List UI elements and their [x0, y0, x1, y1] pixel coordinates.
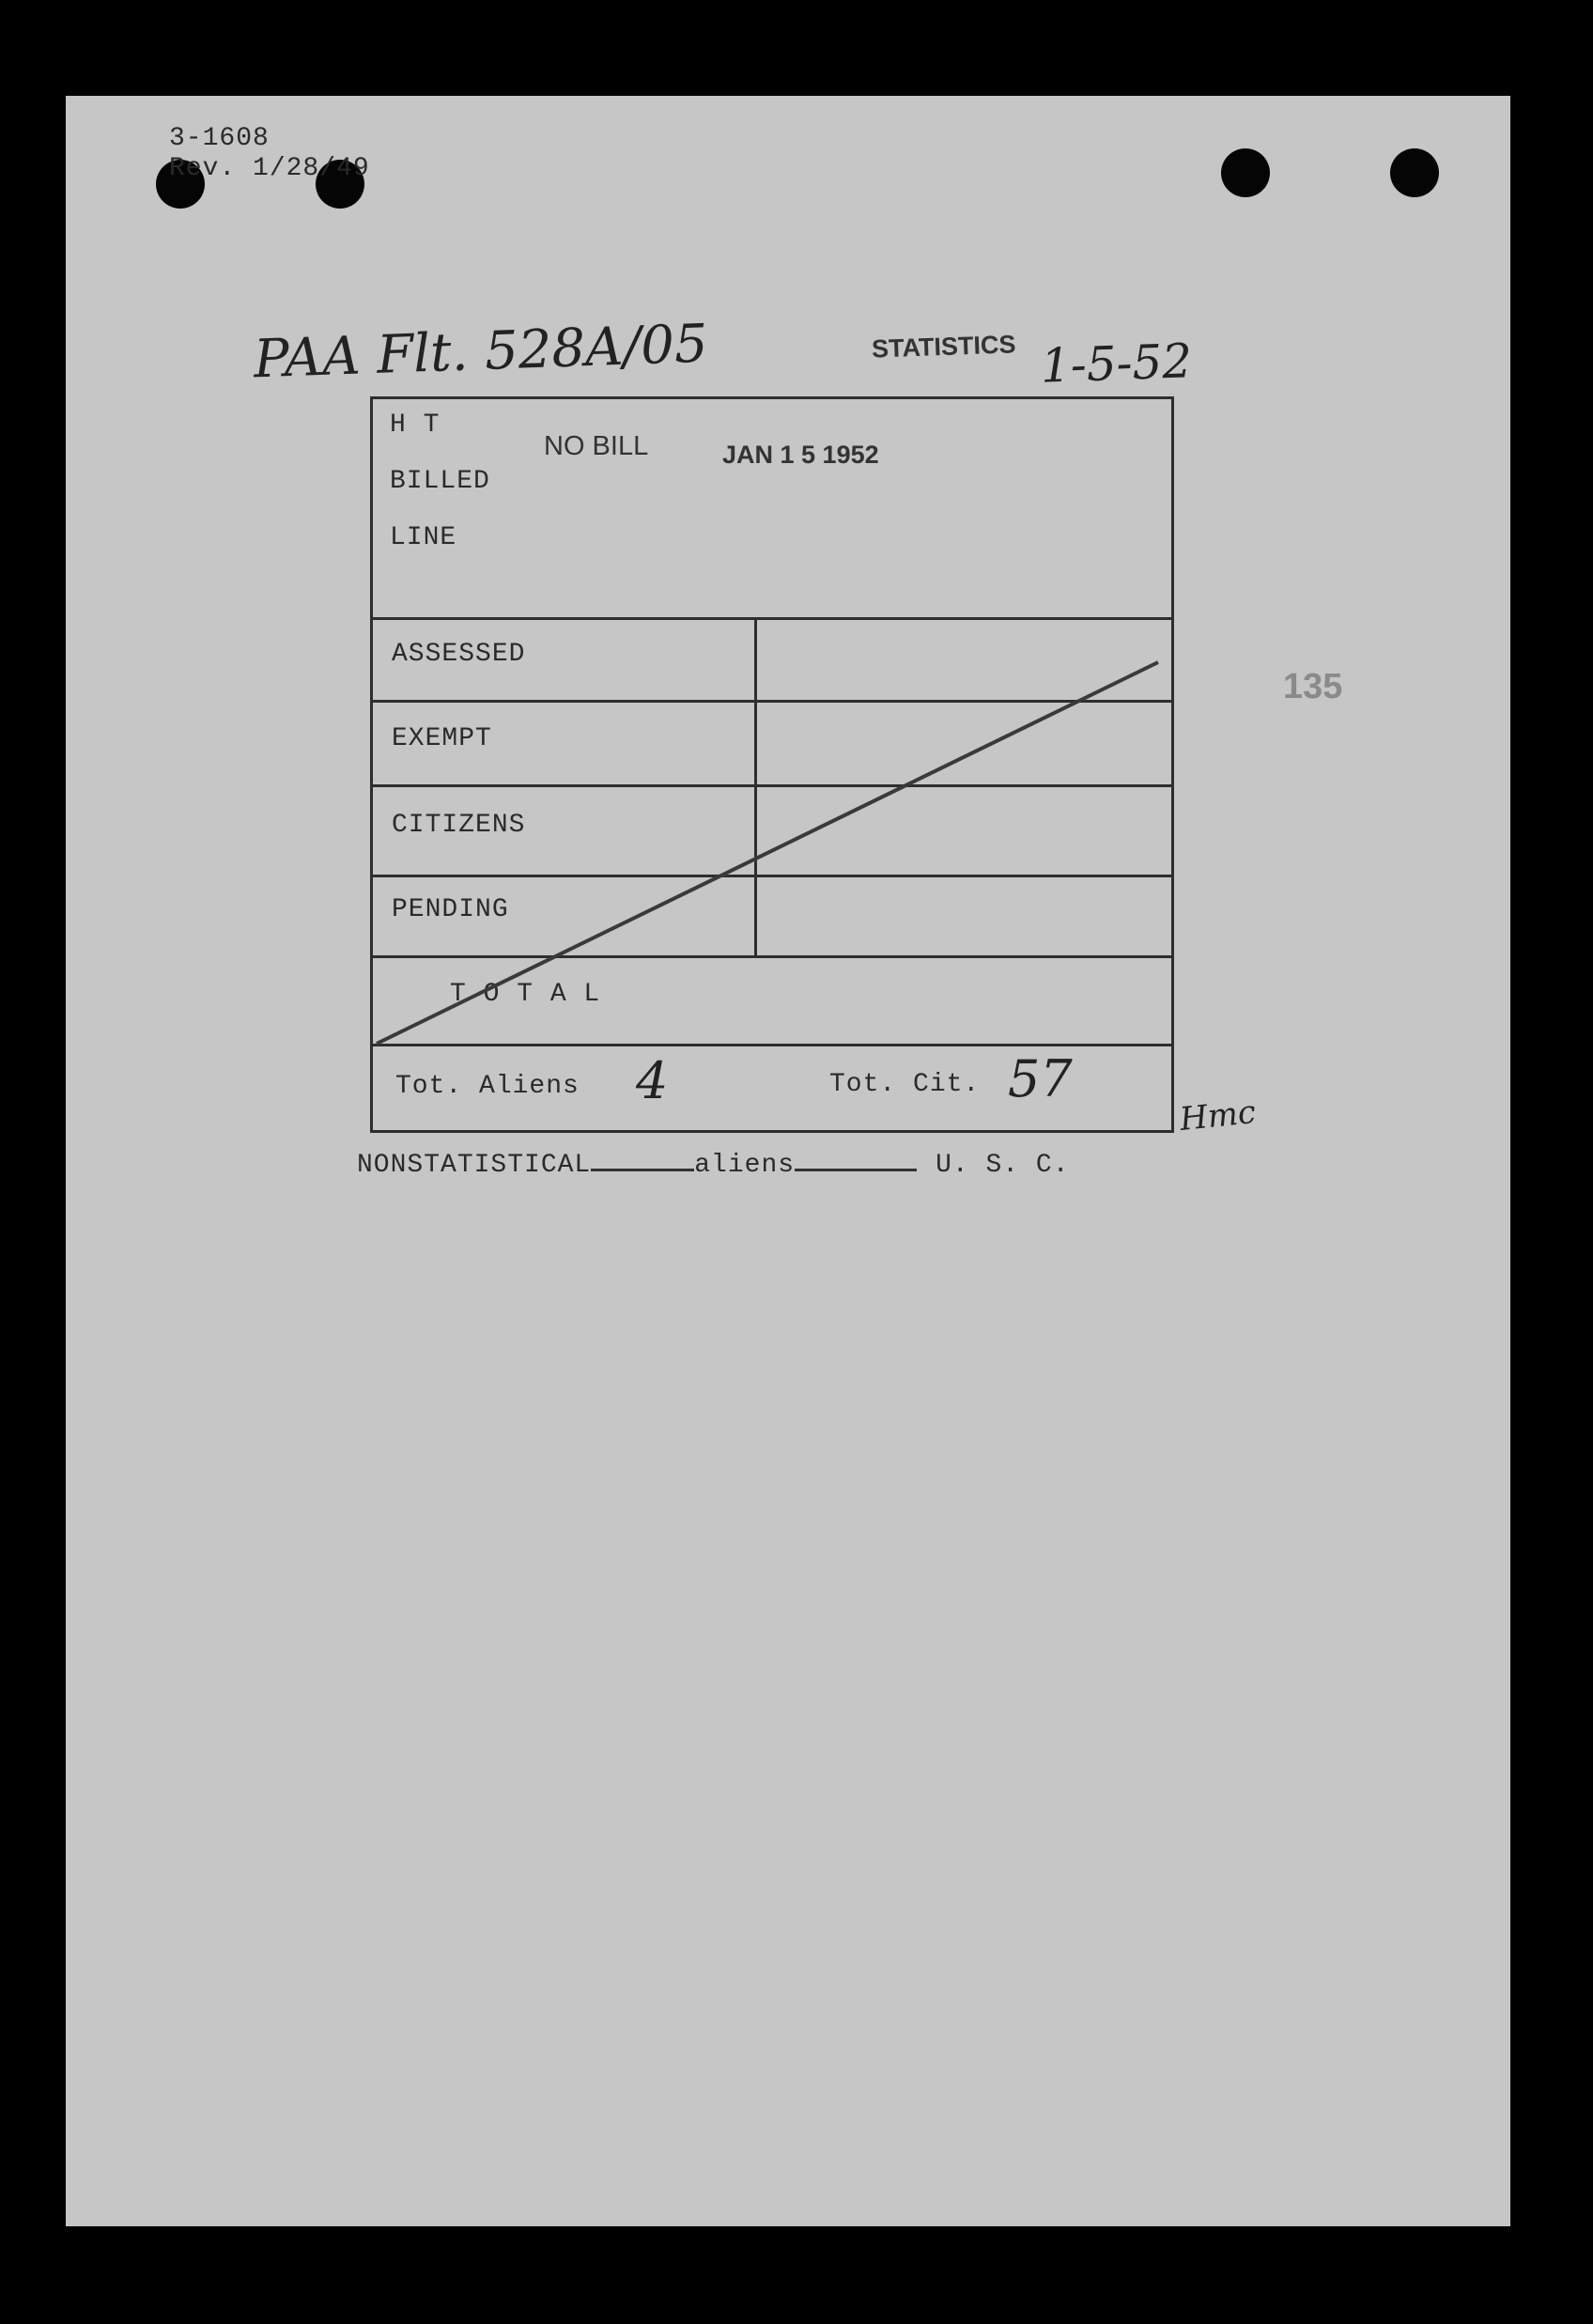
nonstatistical-line — [357, 1146, 1070, 1180]
no-bill-stamp: NO BILL — [544, 431, 649, 461]
revision-date: Rev. 1/28/49 — [169, 154, 370, 183]
total-label: T O T A L — [450, 980, 601, 1009]
cancel-strike-line — [373, 399, 1171, 1130]
header-line-billed: BILLED — [390, 467, 490, 496]
handwritten-flight-number: PAA Flt. 528A/05 — [253, 313, 709, 391]
punch-hole — [1221, 148, 1270, 197]
total-aliens-value: 4 — [636, 1051, 669, 1110]
statistics-stamp: STATISTICS — [871, 330, 1016, 364]
usc-label: U. S. C. — [936, 1151, 1070, 1180]
nonstatistical-label: NONSTATISTICAL — [357, 1151, 592, 1180]
handwritten-date: 1-5-52 — [1040, 333, 1194, 394]
blank-underline — [591, 1146, 694, 1171]
punch-hole — [1390, 148, 1439, 197]
header-line-line: LINE — [390, 523, 457, 552]
row-label-pending: PENDING — [392, 895, 509, 924]
total-citizens-value: 57 — [1008, 1049, 1073, 1108]
row-label-citizens: CITIZENS — [392, 811, 526, 840]
row-label-assessed: ASSESSED — [392, 640, 526, 669]
blank-underline — [795, 1146, 917, 1171]
header-line-ht: H T — [390, 411, 441, 440]
page-number: 135 — [1283, 667, 1343, 706]
total-aliens-label: Tot. Aliens — [395, 1072, 580, 1101]
statistics-form — [370, 396, 1174, 1133]
row-label-exempt: EXEMPT — [392, 724, 492, 753]
document-sheet — [66, 96, 1510, 2226]
aliens-label: aliens — [694, 1151, 796, 1180]
total-citizens-label: Tot. Cit. — [829, 1070, 981, 1099]
date-stamp: JAN 1 5 1952 — [722, 441, 879, 469]
form-code: 3-1608 — [169, 124, 270, 153]
initials: Hmc — [1178, 1092, 1258, 1139]
